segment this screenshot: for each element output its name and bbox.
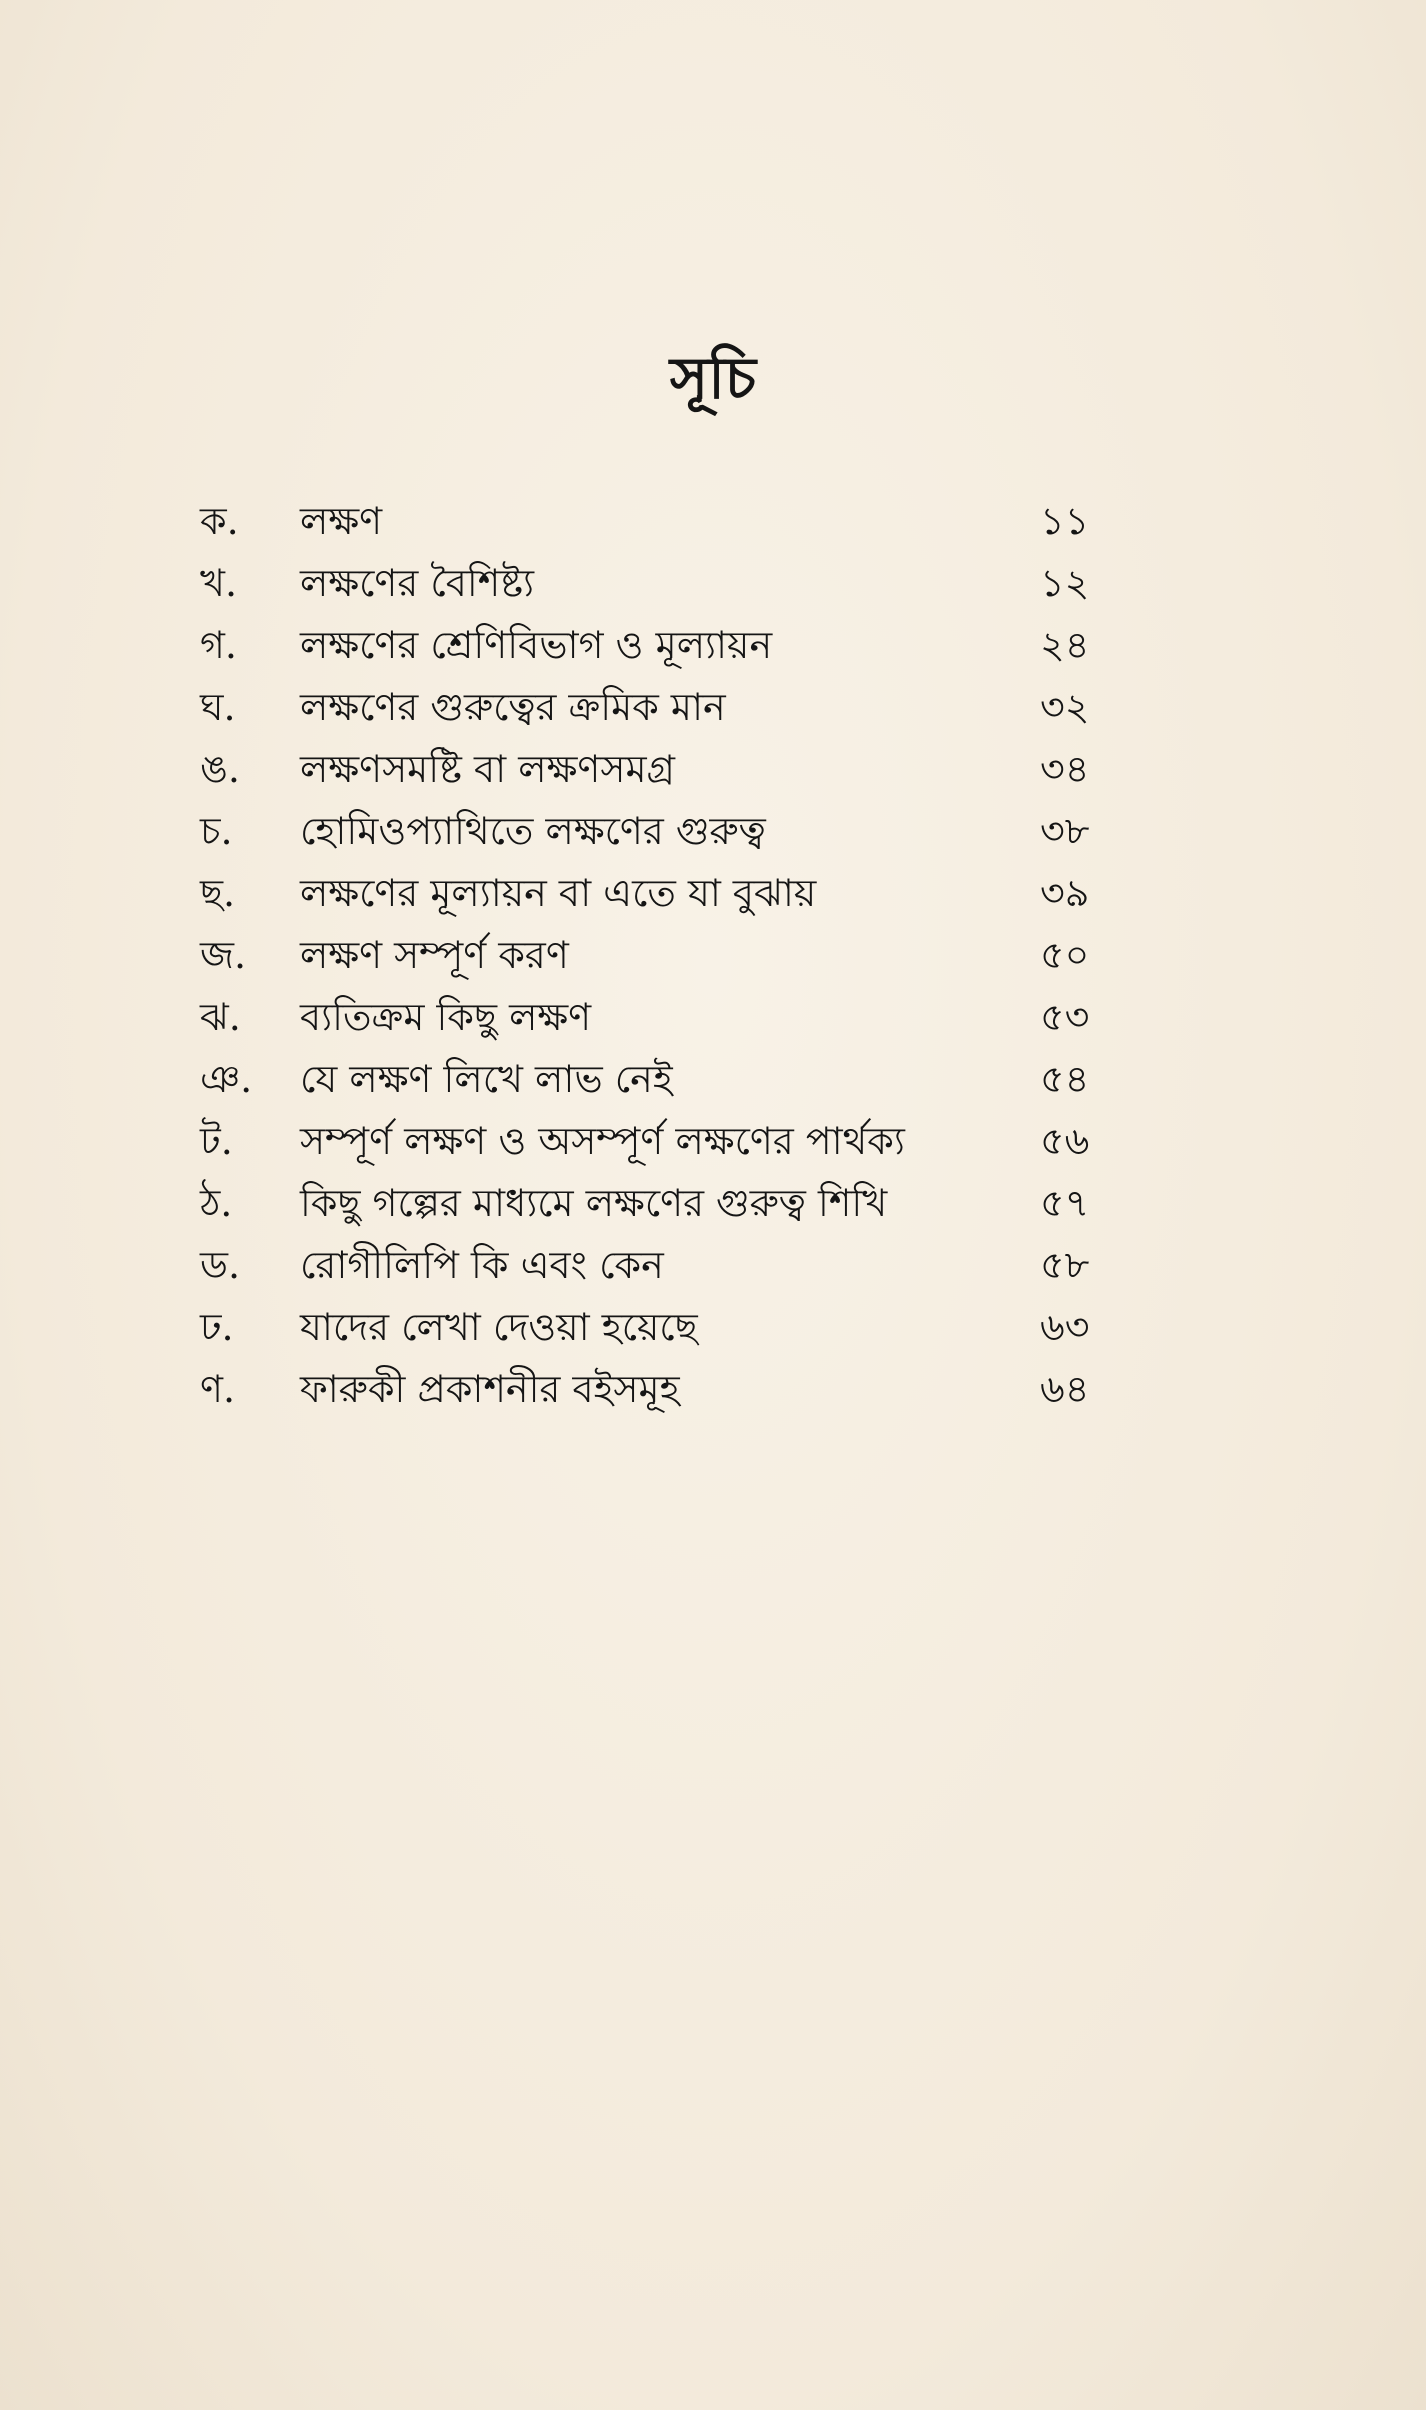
toc-entry-page: ১২ [1040,561,1090,605]
toc-entry [200,924,1190,986]
toc-entry-page: ৫৩ [1040,995,1090,1039]
toc-entry [200,1234,1190,1296]
toc-entry [200,1172,1190,1234]
toc-entry-marker: ক. [200,499,239,543]
toc-entry-marker: ড. [200,1243,241,1287]
toc-entry-page: ৩৯ [1040,871,1090,915]
toc-entry [200,738,1190,800]
toc-entry [200,862,1190,924]
toc-entry-title: হোমিওপ্যাথিতে লক্ষণের গুরুত্ব [300,809,766,853]
toc-entry-page: ১১ [1040,499,1090,543]
toc-entry-page: ৫৮ [1040,1243,1090,1287]
toc-entry-marker: ণ. [200,1367,236,1411]
toc-entry-title: লক্ষণসমষ্টি বা লক্ষণসমগ্র [300,747,676,791]
toc-entry-title: লক্ষণের মূল্যায়ন বা এতে যা বুঝায় [300,871,817,915]
toc-list [200,490,1190,1420]
toc-entry-title: সম্পূর্ণ লক্ষণ ও অসম্পূর্ণ লক্ষণের পার্থক্য [300,1119,905,1163]
toc-entry-title: কিছু গল্পের মাধ্যমে লক্ষণের গুরুত্ব শিখি [300,1181,888,1225]
toc-entry-page: ৩৪ [1040,747,1090,791]
toc-entry-title: রোগীলিপি কি এবং কেন [300,1243,664,1287]
toc-entry-marker: গ. [200,623,237,667]
toc-entry [200,676,1190,738]
toc-entry-title: লক্ষণের গুরুত্বের ক্রমিক মান [300,685,726,729]
toc-entry [200,552,1190,614]
toc-entry-page: ৩৮ [1040,809,1090,853]
toc-entry-marker: ঞ. [200,1057,253,1101]
toc-entry-page: ৫০ [1040,933,1090,977]
toc-entry [200,986,1190,1048]
toc-entry-page: ৫৭ [1040,1181,1090,1225]
toc-entry-title: ফারুকী প্রকাশনীর বইসমূহ [300,1367,680,1411]
toc-entry [200,800,1190,862]
toc-entry [200,490,1190,552]
toc-entry-marker: ঘ. [200,685,236,729]
toc-entry-marker: ঙ. [200,747,240,791]
toc-entry-title: লক্ষণ সম্পূর্ণ করণ [300,933,569,977]
toc-entry-page: ৫৬ [1040,1119,1090,1163]
toc-entry-page: ৬৪ [1040,1367,1090,1411]
toc-entry-title: লক্ষণের বৈশিষ্ট্য [300,561,535,605]
toc-entry-page: ৩২ [1040,685,1090,729]
toc-entry-title: যে লক্ষণ লিখে লাভ নেই [300,1057,673,1101]
toc-entry-marker: খ. [200,561,238,605]
toc-entry [200,1358,1190,1420]
toc-entry-marker: ঝ. [200,995,241,1039]
toc-entry-page: ২৪ [1040,623,1090,667]
toc-entry [200,1296,1190,1358]
toc-entry-page: ৫৪ [1040,1057,1090,1101]
toc-entry-title: যাদের লেখা দেওয়া হয়েছে [300,1305,698,1349]
toc-entry-marker: ঠ. [200,1181,233,1225]
toc-entry [200,1110,1190,1172]
toc-entry-marker: জ. [200,933,247,977]
toc-entry-title: লক্ষণের শ্রেণিবিভাগ ও মূল্যায়ন [300,623,773,667]
toc-entry-marker: চ. [200,809,233,853]
toc-entry-marker: ঢ. [200,1305,234,1349]
toc-entry-title: লক্ষণ [300,499,383,543]
toc-entry [200,614,1190,676]
toc-entry-title: ব্যতিক্রম কিছু লক্ষণ [300,995,592,1039]
toc-entry-marker: ট. [200,1119,233,1163]
toc-entry-marker: ছ. [200,871,236,915]
toc-heading: সূচি [669,344,757,412]
toc-entry-page: ৬৩ [1040,1305,1090,1349]
toc-entry [200,1048,1190,1110]
